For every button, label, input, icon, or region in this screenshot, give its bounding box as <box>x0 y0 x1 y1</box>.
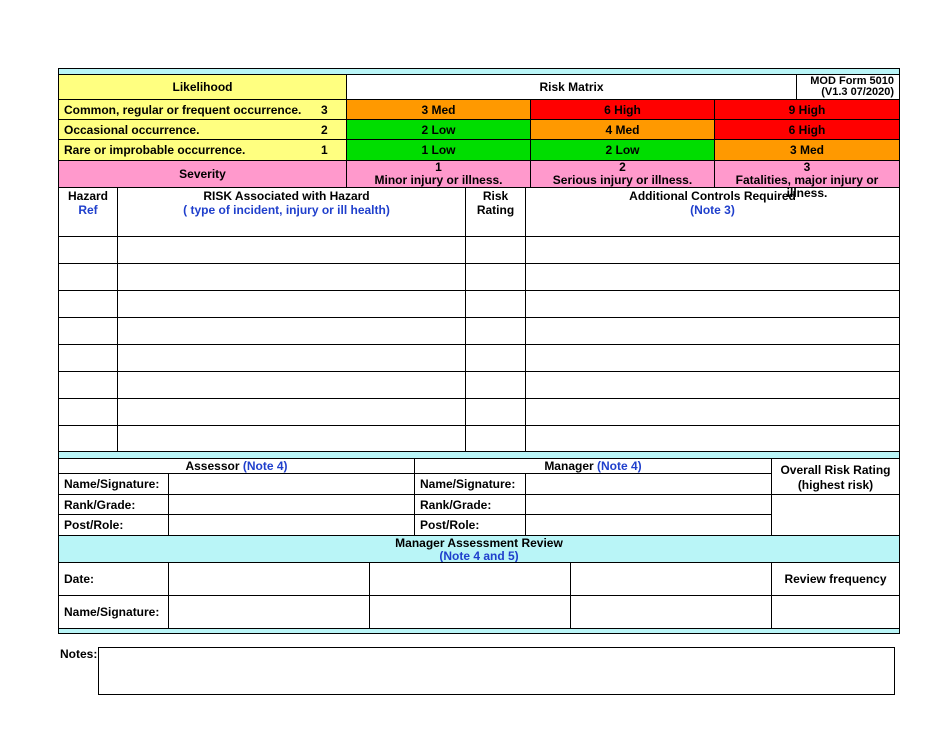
likelihood-header: Likelihood <box>58 74 347 100</box>
risk-rating-cell[interactable] <box>465 317 526 345</box>
review-date-field-3[interactable] <box>570 562 772 596</box>
risk-rating-cell[interactable] <box>465 425 526 452</box>
controls-cell[interactable] <box>525 398 900 426</box>
risk-assoc-header <box>117 187 466 237</box>
matrix-cell-3-1: 3 Med <box>346 99 531 120</box>
matrix-cell-2-2: 4 Med <box>530 119 715 140</box>
hazard-ref-cell[interactable] <box>58 290 118 318</box>
severity-3 <box>714 160 900 200</box>
likelihood-num-2: 2 <box>321 122 328 137</box>
assessor-rank-field[interactable] <box>168 494 415 515</box>
controls-cell[interactable] <box>525 317 900 345</box>
manager-post-field[interactable] <box>525 514 772 536</box>
risk-assoc-cell[interactable] <box>117 344 466 372</box>
controls-note: (Note 3) <box>690 203 735 217</box>
risk-label: Risk <box>482 189 509 203</box>
controls-cell[interactable] <box>525 371 900 399</box>
matrix-cell-1-3: 3 Med <box>714 139 900 161</box>
severity-2-num: 2 <box>619 160 626 174</box>
ref-label: Ref <box>78 203 98 217</box>
review-name-label: Name/Signature: <box>58 595 169 629</box>
likelihood-label-3: Common, regular or frequent occurrence. <box>64 102 302 117</box>
hazard-ref-cell[interactable] <box>58 371 118 399</box>
risk-assoc-sub: ( type of incident, injury or ill health) <box>183 203 390 217</box>
severity-1-num: 1 <box>435 160 442 174</box>
controls-cell[interactable] <box>525 425 900 452</box>
assessor-header <box>58 458 415 474</box>
matrix-cell-3-3: 9 High <box>714 99 900 120</box>
manager-note: (Note 4) <box>597 459 642 473</box>
risk-rating-cell[interactable] <box>465 398 526 426</box>
overall-risk-label: Overall Risk Rating <box>780 463 891 477</box>
overall-risk-header <box>771 458 900 495</box>
severity-1 <box>346 160 531 188</box>
form-version: (V1.3 07/2020) <box>821 86 894 98</box>
hazard-ref-cell[interactable] <box>58 236 118 264</box>
risk-matrix-header: Risk Matrix <box>346 74 797 100</box>
controls-cell[interactable] <box>525 236 900 264</box>
risk-assoc-cell[interactable] <box>117 398 466 426</box>
likelihood-num-1: 1 <box>321 143 328 157</box>
likelihood-row-3 <box>58 99 347 120</box>
matrix-cell-1-1: 1 Low <box>346 139 531 161</box>
controls-cell[interactable] <box>525 263 900 291</box>
controls-label: Additional Controls Required <box>629 189 796 203</box>
review-date-field-2[interactable] <box>369 562 571 596</box>
hazard-ref-cell[interactable] <box>58 263 118 291</box>
form-id-box <box>796 74 900 100</box>
controls-cell[interactable] <box>525 290 900 318</box>
hazard-ref-cell[interactable] <box>58 317 118 345</box>
risk-rating-header <box>465 187 526 237</box>
assessor-name-field[interactable] <box>168 473 415 495</box>
matrix-cell-2-1: 2 Low <box>346 119 531 140</box>
manager-name-label: Name/Signature: <box>414 473 526 495</box>
risk-assoc-cell[interactable] <box>117 290 466 318</box>
assessor-post-field[interactable] <box>168 514 415 536</box>
risk-assoc-cell[interactable] <box>117 425 466 452</box>
hazard-ref-header <box>58 187 118 237</box>
review-name-field-2[interactable] <box>369 595 571 629</box>
risk-rating-cell[interactable] <box>465 344 526 372</box>
assessor-name-label: Name/Signature: <box>58 473 169 495</box>
assessor-post-label: Post/Role: <box>58 514 169 536</box>
likelihood-num-3: 3 <box>321 102 328 117</box>
risk-assoc-cell[interactable] <box>117 371 466 399</box>
hazard-ref-cell[interactable] <box>58 398 118 426</box>
review-frequency-field[interactable] <box>771 595 900 629</box>
hazard-ref-cell[interactable] <box>58 425 118 452</box>
hazard-label: Hazard <box>67 189 108 203</box>
review-note: (Note 4 and 5) <box>439 549 519 563</box>
risk-assoc-cell[interactable] <box>117 317 466 345</box>
review-date-field-1[interactable] <box>168 562 370 596</box>
likelihood-row-2 <box>58 119 347 140</box>
controls-cell[interactable] <box>525 344 900 372</box>
risk-rating-cell[interactable] <box>465 371 526 399</box>
manager-rank-field[interactable] <box>525 494 772 515</box>
assessor-note: (Note 4) <box>242 459 288 473</box>
risk-rating-cell[interactable] <box>465 290 526 318</box>
risk-rating-cell[interactable] <box>465 236 526 264</box>
severity-3-label: Fatalities, major injury or illness. <box>735 173 879 200</box>
assessor-label: Assessor <box>185 459 240 473</box>
risk-assoc-label: RISK Associated with Hazard <box>203 189 370 203</box>
overall-risk-field[interactable] <box>771 494 900 536</box>
risk-assoc-cell[interactable] <box>117 263 466 291</box>
review-title: Manager Assessment Review <box>395 536 563 550</box>
review-name-field-3[interactable] <box>570 595 772 629</box>
manager-post-label: Post/Role: <box>414 514 526 536</box>
review-date-label: Date: <box>58 562 169 596</box>
notes-label: Notes: <box>60 647 98 661</box>
assessor-rank-label: Rank/Grade: <box>58 494 169 515</box>
risk-assoc-cell[interactable] <box>117 236 466 264</box>
severity-3-num: 3 <box>803 160 811 174</box>
likelihood-row-1 <box>58 139 347 161</box>
review-header <box>58 535 900 563</box>
matrix-cell-2-3: 6 High <box>714 119 900 140</box>
highest-risk-label: (highest risk) <box>797 478 874 492</box>
notes-field[interactable] <box>98 647 895 695</box>
bottom-bar <box>58 628 900 634</box>
likelihood-label-1: Rare or improbable occurrence. <box>64 143 246 157</box>
review-frequency-label: Review frequency <box>771 562 900 596</box>
severity-2-label: Serious injury or illness. <box>552 173 693 187</box>
manager-header <box>414 458 772 474</box>
manager-name-field[interactable] <box>525 473 772 495</box>
form-id: MOD Form 5010 <box>810 75 894 87</box>
controls-header <box>525 187 900 237</box>
severity-1-label: Minor injury or illness. <box>374 173 503 187</box>
rating-label: Rating <box>476 203 515 217</box>
likelihood-label-2: Occasional occurrence. <box>64 122 200 137</box>
manager-label: Manager <box>544 459 594 473</box>
manager-rank-label: Rank/Grade: <box>414 494 526 515</box>
matrix-cell-1-2: 2 Low <box>530 139 715 161</box>
severity-2 <box>530 160 715 188</box>
hazard-ref-cell[interactable] <box>58 344 118 372</box>
review-name-field-1[interactable] <box>168 595 370 629</box>
matrix-cell-3-2: 6 High <box>530 99 715 120</box>
risk-rating-cell[interactable] <box>465 263 526 291</box>
severity-header: Severity <box>58 160 347 188</box>
